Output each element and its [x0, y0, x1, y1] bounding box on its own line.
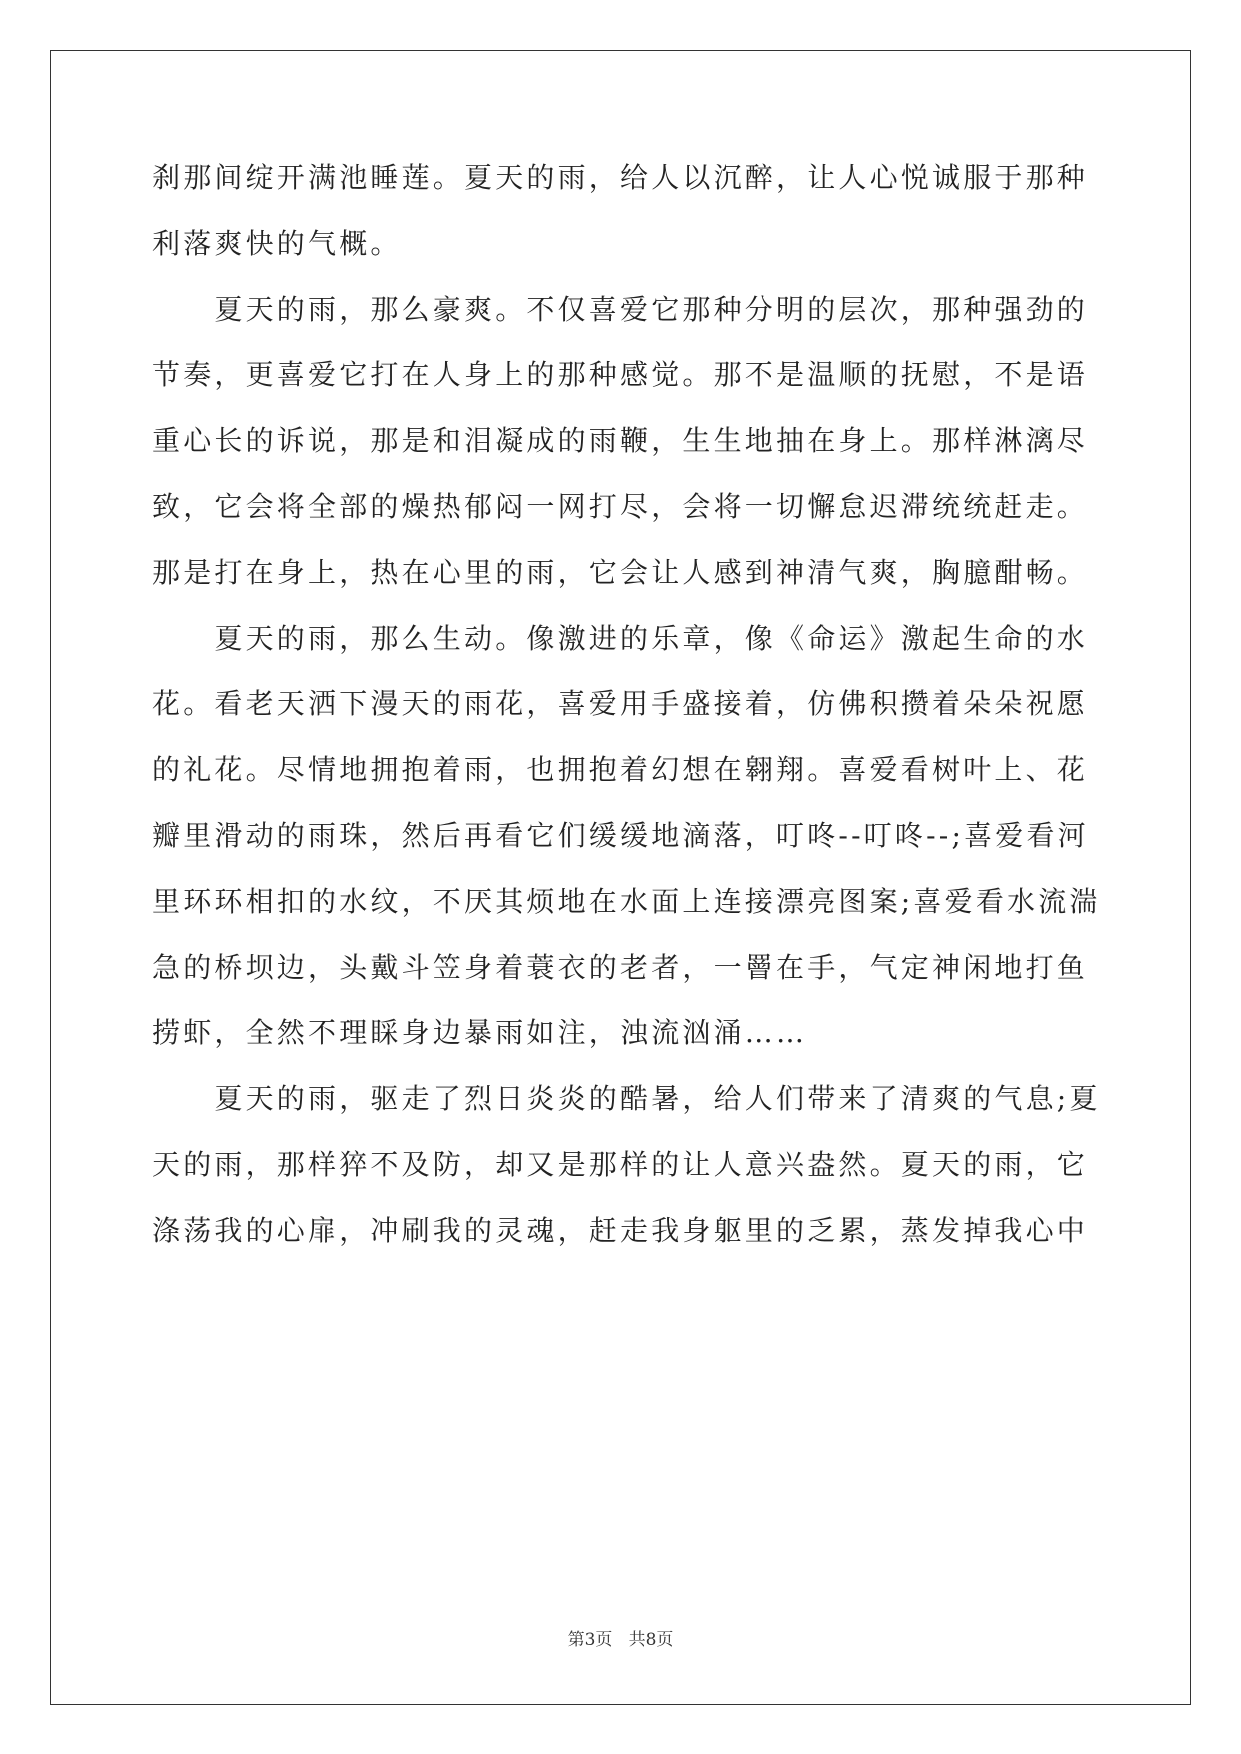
text-line: 节奏，更喜爱它打在人身上的那种感觉。那不是温顺的抚慰，不是语 — [152, 358, 1089, 392]
text-line: 涤荡我的心扉，冲刷我的灵魂，赶走我身躯里的乏累，蒸发掉我心中 — [152, 1213, 1089, 1247]
text-line: 里环环相扣的水纹，不厌其烦地在水面上连接漂亮图案;喜爱看水流湍 — [152, 884, 1101, 918]
text-line: 夏天的雨，那么豪爽。不仅喜爱它那种分明的层次，那种强劲的 — [152, 292, 1089, 326]
text-line: 利落爽快的气概。 — [152, 226, 402, 260]
text-line: 瓣里滑动的雨珠，然后再看它们缓缓地滴落，叮咚--叮咚--;喜爱看河 — [152, 818, 1089, 852]
document-body — [152, 158, 1101, 1277]
text-line: 夏天的雨，那么生动。像激进的乐章，像《命运》激起生命的水 — [152, 621, 1089, 655]
text-line: 花。看老天洒下漫天的雨花，喜爱用手盛接着，仿佛积攒着朵朵祝愿 — [152, 687, 1089, 721]
text-line: 夏天的雨，驱走了烈日炎炎的酷暑，给人们带来了清爽的气息;夏 — [152, 1082, 1101, 1116]
text-line: 致，它会将全部的燥热郁闷一网打尽，会将一切懈怠迟滞统统赶走。 — [152, 489, 1089, 523]
text-line: 刹那间绽开满池睡莲。夏天的雨，给人以沉醉，让人心悦诚服于那种 — [152, 161, 1089, 194]
text-line: 重心长的诉说，那是和泪凝成的雨鞭，生生地抽在身上。那样淋漓尽 — [152, 424, 1089, 458]
text-line: 的礼花。尽情地拥抱着雨，也拥抱着幻想在翱翔。喜爱看树叶上、花 — [152, 753, 1089, 787]
text-line: 急的桥坝边，头戴斗笠身着蓑衣的老者，一罾在手，气定神闲地打鱼 — [152, 950, 1089, 984]
page-footer — [0, 1625, 1241, 1650]
text-line: 那是打在身上，热在心里的雨，它会让人感到神清气爽，胸臆酣畅。 — [152, 555, 1089, 589]
text-line: 天的雨，那样猝不及防，却又是那样的让人意兴盎然。夏天的雨，它 — [152, 1147, 1089, 1181]
text-line: 捞虾，全然不理睬身边暴雨如注，浊流汹涌…… — [152, 1016, 808, 1050]
page-number-label: 第3页 共8页 — [567, 1630, 674, 1650]
